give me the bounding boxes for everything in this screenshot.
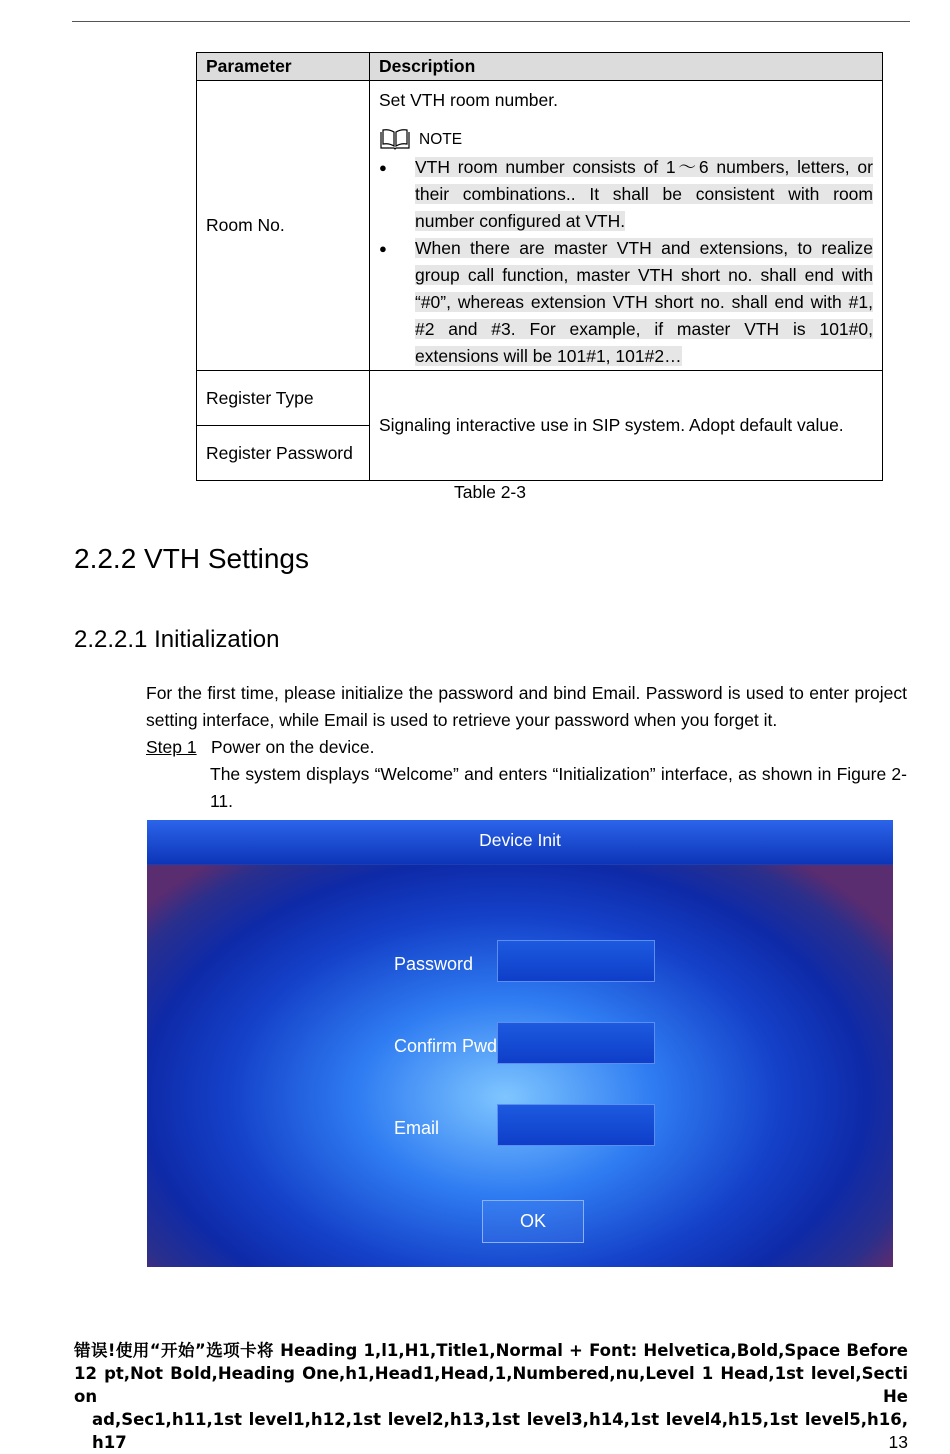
intro-paragraph: For the first time, please initialize the password and bind Email. Password is used to enter project setting interface, while Email is used to retrieve your password when you forget it. [146, 683, 907, 730]
param-register-password: Register Password [197, 426, 370, 481]
header-description: Description [370, 53, 883, 81]
note-label: NOTE [419, 130, 463, 148]
step-label: Step 1 [146, 737, 197, 757]
note-list [379, 154, 873, 370]
table-caption: Table 2-3 [454, 482, 526, 502]
password-label: Password [394, 954, 474, 974]
subsection-heading: 2.2.2.1 Initialization [74, 626, 280, 653]
list-item [379, 235, 873, 370]
table-row [197, 371, 883, 426]
desc-room-no [370, 81, 883, 371]
step-text: Power on the device. [211, 737, 375, 757]
email-label: Email [394, 1118, 440, 1138]
param-register-type: Register Type [197, 371, 370, 426]
book-icon [379, 128, 411, 150]
list-item [379, 154, 873, 235]
email-input[interactable] [497, 1104, 655, 1146]
confirm-pwd-input[interactable] [497, 1022, 655, 1064]
note-text-2: When there are master VTH and extensions, to realize group call function, master VTH short no. shall end with “#0”, whereas extension VTH short no. shall end with #1, #2 and #3. For example, if master VTH is 101#0, extensions will be 101#1, 101#2… [415, 238, 873, 366]
footer-line-1: 错误!使用“开始”选项卡将 Heading 1,l1,H1,Title1,Normal + Font: Helvetica,Bold,Space Before [74, 1341, 908, 1360]
desc-register: Signaling interactive use in SIP system. Adopt default value. [370, 371, 883, 481]
param-room-no: Room No. [197, 81, 370, 371]
page-number: 13 [888, 1432, 908, 1452]
footer [74, 1339, 908, 1454]
header-parameter: Parameter [197, 53, 370, 81]
ok-button[interactable]: OK [482, 1200, 584, 1243]
confirm-pwd-label: Confirm Pwd [394, 1036, 498, 1056]
table-row [197, 81, 883, 371]
section-heading: 2.2.2 VTH Settings [74, 543, 310, 574]
note-header [379, 124, 873, 154]
device-title: Device Init [479, 830, 561, 850]
footer-line-3 [74, 1408, 908, 1454]
table-header-row [197, 53, 883, 81]
device-init-screenshot [147, 820, 893, 1267]
parameter-table [196, 52, 883, 481]
desc-room-no-text: Set VTH room number. [379, 90, 558, 110]
note-text-1: VTH room number consists of 1～6 numbers, letters, or their combinations.. It shall be consistent with room number configured at VTH. [415, 157, 873, 231]
step-result: The system displays “Welcome” and enters “Initialization” interface, as shown in Figure 2-11. [210, 764, 907, 811]
footer-line-3-text: ad,Sec1,h11,1st level1,h12,1st level2,h13,1st level3,h14,1st level4,h15,1st level5,h16,h17 [92, 1410, 908, 1452]
footer-line-2: 12 pt,Not Bold,Heading One,h1,Head1,Head,1,Numbered,nu,Level 1 Head,1st level,Section He [74, 1364, 908, 1406]
password-input[interactable] [497, 940, 655, 982]
header-rule [72, 21, 910, 22]
